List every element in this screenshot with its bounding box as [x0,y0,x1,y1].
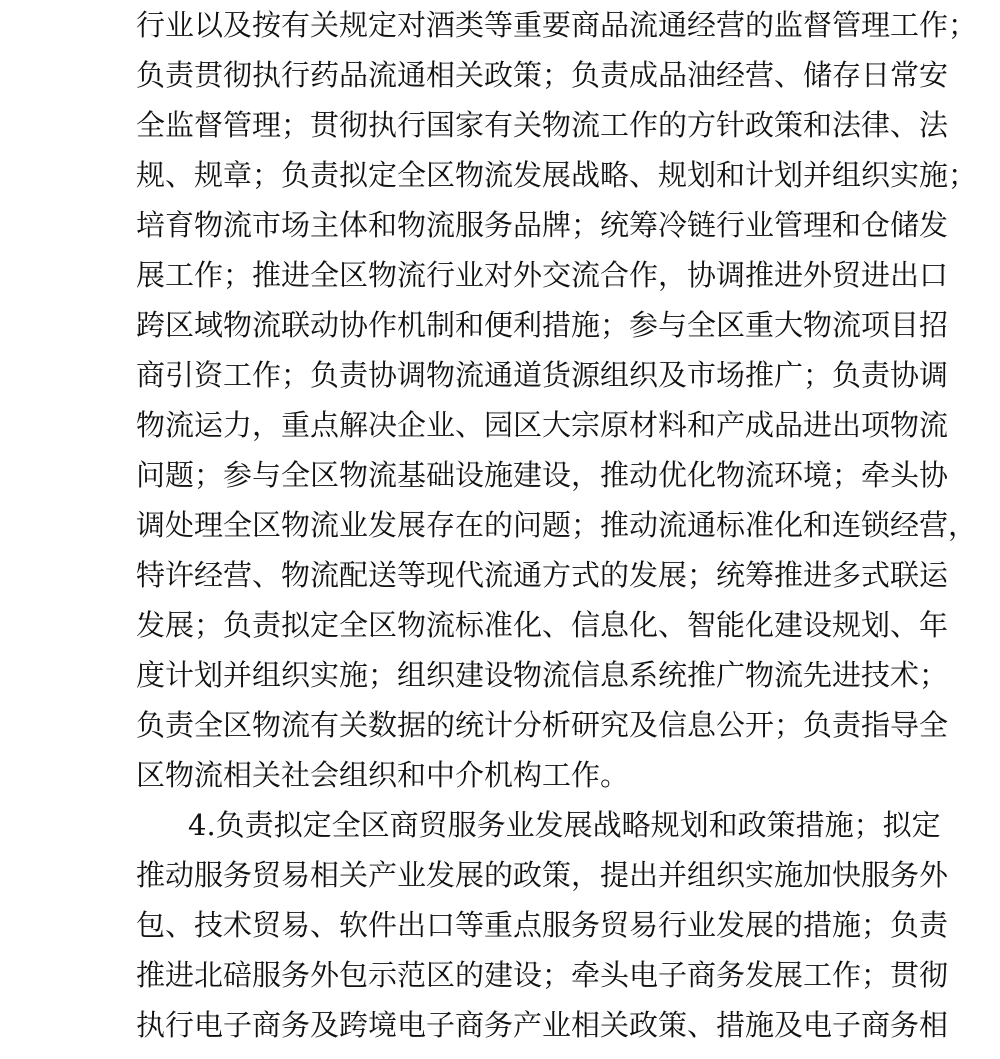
text-line: 规、规章；负责拟定全区物流发展战略、规划和计划并组织实施； [136,158,978,192]
text-line: 包、技术贸易、软件出口等重点服务贸易行业发展的措施；负责 [136,908,949,942]
text-line: 全监督管理；贯彻执行国家有关物流工作的方针政策和法律、法 [136,108,949,142]
text-line: 执行电子商务及跨境电子商务产业相关政策、措施及电子商务相 [136,1008,949,1042]
text-line: 负责贯彻执行药品流通相关政策；负责成品油经营、储存日常安 [136,58,949,92]
text-line: 推进北碚服务外包示范区的建设；牵头电子商务发展工作；贯彻 [136,958,949,992]
text-line: 培育物流市场主体和物流服务品牌；统筹冷链行业管理和仓储发 [136,208,949,242]
text-line: 物流运力，重点解决企业、园区大宗原材料和产成品进出项物流 [136,408,949,442]
text-line: 问题；参与全区物流基础设施建设，推动优化物流环境；牵头协 [136,458,949,492]
paragraph-start-line: 4.负责拟定全区商贸服务业发展战略规划和政策措施；拟定 [188,808,941,842]
text-line: 特许经营、物流配送等现代流通方式的发展；统筹推进多式联运 [136,558,949,592]
text-line: 推动服务贸易相关产业发展的政策，提出并组织实施加快服务外 [136,858,949,892]
text-line: 区物流相关社会组织和中介机构工作。 [136,758,630,792]
text-line: 行业以及按有关规定对酒类等重要商品流通经营的监督管理工作； [136,8,978,42]
text-line: 发展；负责拟定全区物流标准化、信息化、智能化建设规划、年 [136,608,949,642]
text-line: 跨区域物流联动协作机制和便利措施；参与全区重大物流项目招 [136,308,949,342]
text-line: 调处理全区物流业发展存在的问题；推动流通标准化和连锁经营， [136,508,978,542]
text-line: 展工作；推进全区物流行业对外交流合作，协调推进外贸进出口 [136,258,949,292]
text-line: 度计划并组织实施；组织建设物流信息系统推广物流先进技术； [136,658,949,692]
text-line: 负责全区物流有关数据的统计分析研究及信息公开；负责指导全 [136,708,949,742]
text-line: 商引资工作；负责协调物流通道货源组织及市场推广；负责协调 [136,358,949,392]
